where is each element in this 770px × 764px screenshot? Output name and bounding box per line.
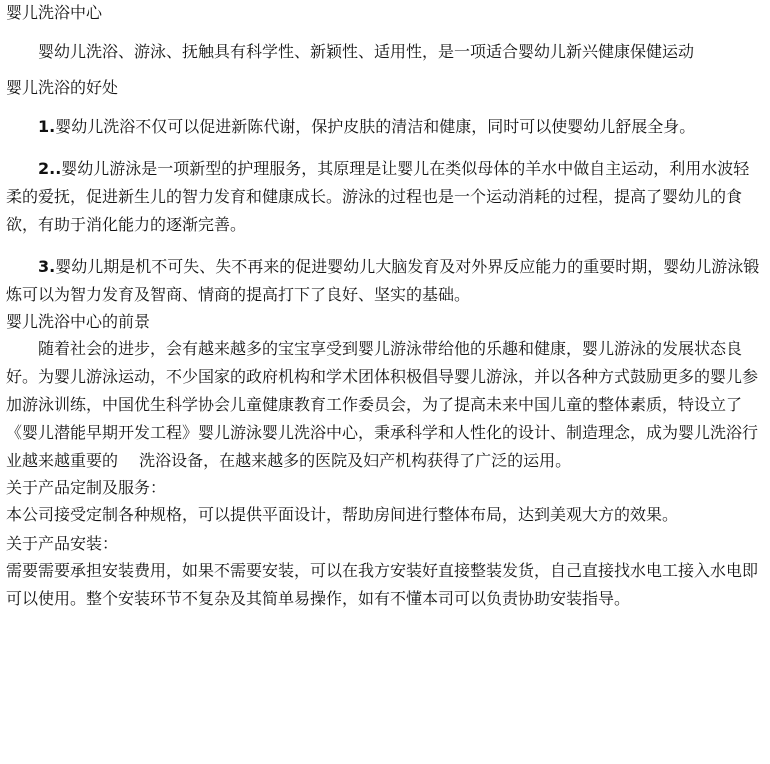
benefit-text: 婴幼儿期是机不可失、失不再来的促进婴幼儿大脑发育及对外界反应能力的重要时期，婴幼儿游泳锻炼可以为智力发育及智商、情商的提高打下了良好、坚实的基础。 xyxy=(6,257,760,304)
customization-heading: 关于产品定制及服务： xyxy=(6,478,167,497)
prospects-paragraph: 随着社会的进步，会有越来越多的宝宝享受到婴儿游泳带给他的乐趣和健康，婴儿游泳的发展状态良好。为婴儿游泳运动，不少国家的政府机构和学术团体积极倡导婴儿游泳，并以各种方式鼓励更多的婴儿参加游泳训练，中国优生科学协会儿童健康教育工作委员会，为了提高未来中国儿童的整体素质，特设立了《婴儿潜能早期开发工程》婴儿游泳婴儿洗浴中心，秉承科学和人性化的设计、制造理念，成为婴儿洗浴行业越来越重要的 洗浴设备，在越来越多的医院及妇产机构获得了广泛的运用。 xyxy=(6,339,759,470)
prospects-heading: 婴儿洗浴中心的前景 xyxy=(6,312,151,331)
benefit-text: 婴幼儿游泳是一项新型的护理服务，其原理是让婴儿在类似母体的羊水中做自主运动，利用水波轻柔的爱抚，促进新生儿的智力发育和健康成长。游泳的过程也是一个运动消耗的过程，提高了婴幼儿的食欲，有助于消化能力的逐渐完善。 xyxy=(6,159,750,234)
benefit-number: 3. xyxy=(38,257,56,276)
benefit-item-1 xyxy=(6,113,764,141)
installation-paragraph: 需要需要承担安装费用，如果不需要安装，可以在我方安装好直接整装发货，自己直接找水电工接入水电即可以使用。整个安装环节不复杂及其简单易操作，如有不懂本司可以负责协助安装指导。 xyxy=(6,561,759,608)
intro-paragraph: 婴幼儿洗浴、游泳、抚触具有科学性、新颖性、适用性，是一项适合婴幼儿新兴健康保健运动 xyxy=(38,42,695,61)
installation-heading: 关于产品安装： xyxy=(6,534,119,553)
divider xyxy=(6,70,386,71)
benefit-item-2 xyxy=(6,155,764,239)
benefit-number: 2.. xyxy=(38,159,62,178)
customization-paragraph: 本公司接受定制各种规格，可以提供平面设计，帮助房间进行整体布局，达到美观大方的效果。 xyxy=(6,505,679,524)
page-title: 婴儿洗浴中心 xyxy=(6,3,103,22)
benefit-item-3 xyxy=(6,253,764,309)
benefit-text: 婴幼儿洗浴不仅可以促进新陈代谢，保护皮肤的清洁和健康，同时可以使婴幼儿舒展全身。 xyxy=(55,117,696,136)
benefit-number: 1. xyxy=(38,117,56,136)
benefits-heading: 婴儿洗浴的好处 xyxy=(6,78,119,97)
